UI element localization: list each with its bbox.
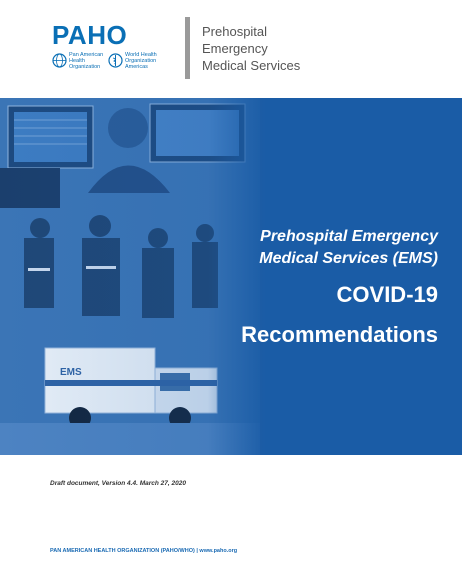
organization-row [52, 52, 167, 74]
draft-version-note: Draft document, Version 4.4. March 27, 2020 [50, 480, 186, 487]
header-title: Prehospital Emergency Medical Services [202, 24, 301, 73]
who-org-name: World Health Organization Americas [125, 52, 157, 70]
paho-logo-text: PAHO [52, 20, 128, 50]
hero-title-line2: Recommendations [241, 322, 438, 347]
footer-org-link: PAN AMERICAN HEALTH ORGANIZATION (PAHO/WHO) | www.paho.org [50, 548, 238, 554]
hero-banner [0, 98, 462, 455]
who-emblem-icon [108, 53, 123, 68]
hero-title-line1: COVID-19 [336, 282, 438, 307]
ems-photo-collage [0, 98, 462, 455]
paho-globe-icon [52, 53, 67, 68]
hero-subtitle: Prehospital Emergency Medical Services (EMS) [259, 228, 438, 267]
paho-logo [52, 22, 167, 74]
header [0, 0, 462, 98]
header-divider [185, 17, 190, 79]
paho-org-name: Pan American Health Organization [69, 52, 104, 70]
